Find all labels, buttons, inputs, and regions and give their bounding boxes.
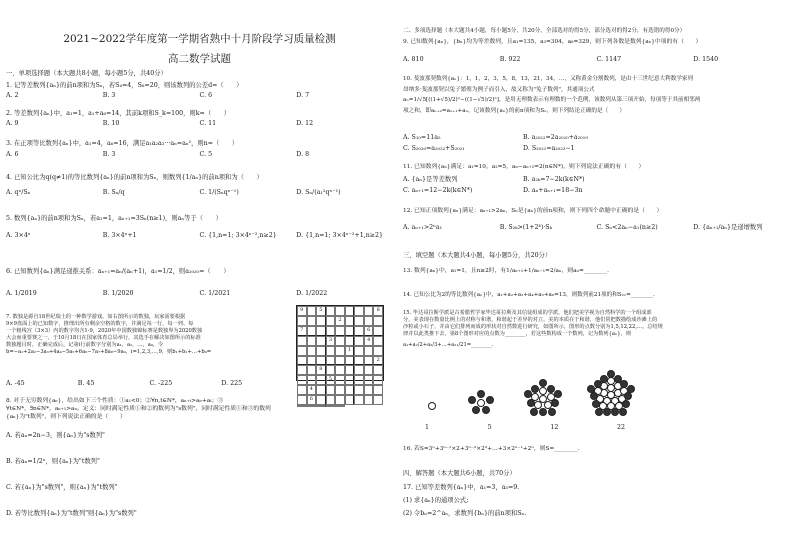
figure-dot bbox=[539, 395, 547, 403]
sudoku-cell bbox=[326, 385, 336, 395]
sudoku-cell bbox=[326, 346, 336, 356]
figure-dot bbox=[527, 399, 535, 407]
option-c: C. 1147 bbox=[596, 56, 622, 63]
sudoku-cell: 8 bbox=[316, 365, 326, 375]
option-a: A. 3×4ⁿ bbox=[6, 232, 31, 239]
q15-line: a₁+a₂/2+a₃/3+…+a₂₁/21=________. bbox=[403, 342, 494, 349]
question-1-options bbox=[6, 92, 393, 101]
sudoku-cell bbox=[326, 306, 336, 316]
figure-dot bbox=[590, 392, 598, 400]
sudoku-cell bbox=[307, 326, 317, 336]
question-14: 14. 已知公比为2的等比数列{aₙ}中，a₁+a₂+a₃+a₄+a₅+a₆=13，则数列前21项的和S₂₁=________. bbox=[403, 292, 655, 298]
sudoku-cell bbox=[345, 375, 355, 385]
sudoku-cell bbox=[354, 356, 364, 366]
option-b: B. 10 bbox=[102, 120, 120, 127]
option-a: A. qⁿ/Sₙ bbox=[6, 189, 31, 196]
sudoku-cell bbox=[364, 306, 374, 316]
option-d: D. 225 bbox=[221, 380, 243, 387]
question-13: 13. 数列{aₙ}中，a₁=1，且n≥2时，有1/aₙ₊₁+1/aₙ₋₁=2/aₙ，则aₙ=________. bbox=[403, 268, 609, 274]
sudoku-cell bbox=[373, 346, 383, 356]
sudoku-cell bbox=[373, 316, 383, 326]
figure-dot bbox=[627, 385, 635, 393]
sudoku-cell bbox=[364, 365, 374, 375]
question-16: 16. 若S=3ⁿ+3ⁿ⁻¹×2+3ⁿ⁻²×2²+…+3×2ⁿ⁻¹+2ⁿ，则S=________. bbox=[403, 446, 580, 452]
figure-dot bbox=[539, 387, 547, 395]
figure-dot bbox=[472, 406, 480, 414]
sudoku-cell bbox=[354, 365, 364, 375]
option-c: C. {1,n=1; 3×4ⁿ⁻²,n≥2} bbox=[199, 232, 277, 239]
question-3-options bbox=[6, 151, 393, 160]
option-a: A. 1/2019 bbox=[6, 290, 37, 297]
sudoku-grid bbox=[296, 305, 384, 403]
sudoku-cell bbox=[297, 356, 307, 366]
q8-line: 8. 对于无穷数列{aₙ}，给出如下三个性质：①a₁<0；②∀n,t∈N*，aₙ₊ₜ>aₙ+aₜ；③ bbox=[6, 398, 224, 404]
sudoku-cell bbox=[335, 306, 345, 316]
option-b: B. Sₙ/q bbox=[102, 189, 125, 196]
q11-options-row2 bbox=[403, 187, 643, 196]
sudoku-cell bbox=[335, 336, 345, 346]
option-d: D. 1/2022 bbox=[296, 290, 328, 297]
q15-line: 分，美表现在数量比例上的对称与和谐，和谐起于差异的对立，美的本质在于和谐，他们常把数描绘成沙滩上的 bbox=[403, 317, 658, 324]
option-c: C. S₂₀₂₀=a₂₀₂₂+S₂₀₂₁ bbox=[403, 145, 465, 152]
sudoku-cell: 3 bbox=[326, 336, 336, 346]
sudoku-cell bbox=[373, 385, 383, 395]
sudoku-cell: 8 bbox=[373, 306, 383, 316]
sudoku-cell: 1 bbox=[345, 346, 355, 356]
q7-line: 7. 数独是源自18世纪瑞士的一种数学游戏。如右图所示的数独，玩家需要根据 bbox=[6, 314, 186, 320]
q7-line: 一个粗线宫（3×3）内的数字均含1-9，2020年中国数独锦标赛是数独界为2020数独 bbox=[6, 328, 203, 335]
q8-option-d: D. 若等比数列{aₙ}为"t数列"则{aₙ}为"s数列" bbox=[6, 510, 137, 517]
sudoku-cell bbox=[354, 306, 364, 316]
question-6: 6. 已知数列{aₙ}满足递推关系：aₙ₊₁=aₙ/(aₙ+1)，a₁=1/2，则a₂₀₂₀=（ ） bbox=[6, 268, 230, 275]
question-7-options bbox=[6, 380, 293, 389]
question-12: 12. 已知正项数列{aₙ}满足：aₙ₊₁>2aₙ，Sₙ是{aₙ}的前n项和，则下列四个命题中正确的是（ ） bbox=[403, 208, 663, 214]
sudoku-cell bbox=[326, 326, 336, 336]
figure-label: 22 bbox=[616, 424, 625, 431]
sudoku-cell bbox=[307, 365, 317, 375]
pentagonal-figure-labels bbox=[425, 424, 625, 433]
figure-dot bbox=[607, 391, 615, 399]
q10-options-row1 bbox=[403, 134, 643, 143]
sudoku-cell bbox=[364, 375, 374, 385]
option-d: D. S₂₀₂₁=a₂₀₂₃−1 bbox=[523, 145, 575, 152]
question-17-part-2: (2) 令bₙ=2^aₙ，求数列{bₙ}的前n项和Sₙ. bbox=[403, 510, 527, 517]
option-d: D. 12 bbox=[296, 120, 314, 127]
question-1: 1. 记等差数列{aₙ}的前n项和为Sₙ，若S₄=4，S₆=20，则该数列的公差d=（ ） bbox=[6, 82, 243, 89]
option-b: B. 45 bbox=[77, 380, 95, 387]
question-9-options bbox=[403, 56, 790, 65]
sudoku-cell bbox=[373, 375, 383, 385]
sudoku-cell bbox=[297, 336, 307, 346]
sudoku-cell bbox=[307, 306, 317, 316]
question-2: 2. 等差数列{aₙ}中，a₁=1，a₁+a₆=14，其前k项和S_k=100，则k=（ ） bbox=[6, 110, 231, 117]
option-c: C. 1/(Sₙqⁿ⁻¹) bbox=[199, 189, 239, 196]
question-8 bbox=[6, 398, 393, 421]
figure-dot bbox=[477, 399, 485, 407]
question-17-part-1: (1) 求{aₙ}的通项公式; bbox=[403, 497, 469, 504]
figure-label: 12 bbox=[550, 424, 559, 431]
sudoku-cell bbox=[354, 326, 364, 336]
sudoku-cell bbox=[354, 316, 364, 326]
question-15 bbox=[403, 310, 790, 349]
sudoku-cell: 5 bbox=[316, 306, 326, 316]
figure-dot bbox=[539, 379, 547, 387]
option-d: D. {1,n=1; 3×4ⁿ⁻²+1,n≥2} bbox=[296, 232, 384, 239]
pentagonal-numbers-figure bbox=[420, 358, 620, 418]
sudoku-cell bbox=[335, 385, 345, 395]
option-c: C. 6 bbox=[199, 92, 213, 99]
sudoku-cell bbox=[373, 365, 383, 375]
sudoku-cell bbox=[345, 336, 355, 346]
question-4-options bbox=[6, 189, 393, 198]
sudoku-cell bbox=[297, 316, 307, 326]
q7-line: 数独题目时，正确完成后，记第i行前数字分别为a₁，a₂，…，a₉，令 bbox=[6, 342, 164, 349]
question-10 bbox=[403, 74, 790, 117]
sudoku-cell: 4 bbox=[364, 336, 374, 346]
sudoku-cell bbox=[316, 336, 326, 346]
option-d: D. {aₙ₊₁/aₙ}是递增数列 bbox=[693, 224, 763, 231]
figure-dot bbox=[611, 408, 619, 416]
sudoku-cell: 5 bbox=[326, 375, 336, 385]
q15-line: 律并以此类推下去，第8个图形对应的点数为________，若这些数构成一个数列，记为数列{aₙ}，则 bbox=[403, 331, 631, 338]
sudoku-cell bbox=[345, 365, 355, 375]
sudoku-cell bbox=[307, 356, 317, 366]
sudoku-cell bbox=[307, 316, 317, 326]
sudoku-cell bbox=[364, 346, 374, 356]
sudoku-cell bbox=[316, 346, 326, 356]
sudoku-cell bbox=[297, 346, 307, 356]
sudoku-cell bbox=[316, 356, 326, 366]
sudoku-cell bbox=[316, 326, 326, 336]
option-d: D. 1540 bbox=[693, 56, 719, 63]
sudoku-cell bbox=[345, 306, 355, 316]
figure-dot bbox=[551, 399, 559, 407]
sudoku-cell bbox=[326, 365, 336, 375]
sudoku-cell bbox=[307, 346, 317, 356]
option-b: B. 922 bbox=[499, 56, 521, 63]
figure-dot bbox=[524, 390, 532, 398]
sudoku-cell bbox=[307, 375, 317, 385]
sudoku-cell bbox=[335, 326, 345, 336]
q8-option-c: C. 若{aₙ}为"s数列"，则{aₙ}为"t数列" bbox=[6, 484, 118, 491]
option-b: B. a₂₀₂₂=2a₂₀₂₀+a₂₀₁₉ bbox=[523, 134, 588, 141]
exam-title: 2021~2022学年度第一学期省熟中十月阶段学习质量检测 bbox=[63, 33, 336, 45]
option-b: B. 3 bbox=[102, 92, 116, 99]
q15-line: 15. 毕达哥拉斯学派是古希腊哲学家毕达哥拉斯及其信徒组成的学派，他们把美学视为自然科学的一个组成部 bbox=[403, 310, 652, 316]
option-d: D. 7 bbox=[296, 92, 310, 99]
q7-line: 9×9盘面上的已知数字，推理出所有剩余空格的数字，并满足每一行、每一列、每 bbox=[6, 321, 194, 328]
option-a: A. S₁₀=11a₅ bbox=[403, 134, 441, 141]
sudoku-cell bbox=[345, 356, 355, 366]
q10-line: aₙ=1/√5[((1+√5)/2)ⁿ−((1−√5)/2)ⁿ]，是用无理数表示有理数的一个范例，该数列从第三项开始，每项等于其前相邻两 bbox=[403, 97, 701, 104]
sudoku-cell: 6 bbox=[364, 326, 374, 336]
sudoku-cell: 2 bbox=[335, 316, 345, 326]
figure-dot bbox=[622, 400, 630, 408]
figure-label: 5 bbox=[487, 424, 492, 431]
question-7 bbox=[6, 314, 293, 356]
section-1-heading: 一、单项选择题（本大题共8小题，每小题5分，共40分） bbox=[6, 70, 167, 77]
figure-dot bbox=[548, 408, 556, 416]
q10-line: 10. 斐波那契数列{aₙ}：1，1，2，3，5，8，13，21，34，…，又称黄金分割数列，是由十三世纪意大利数学家列 bbox=[403, 76, 694, 82]
q8-option-a: A. 若aₙ=2n−3，则{aₙ}为"s数列" bbox=[6, 432, 105, 439]
figure-dot bbox=[595, 408, 603, 416]
section-4-heading: 四、解答题（本大题共6小题，共70分） bbox=[403, 470, 516, 477]
sudoku-cell bbox=[316, 375, 326, 385]
option-a: A. 2 bbox=[6, 92, 19, 99]
section-3-heading: 三、填空题（本大题共4小题，每小题5分，共20分） bbox=[403, 252, 552, 259]
option-c: C. 5 bbox=[199, 151, 213, 158]
q8-option-b: B. 若aₙ=1/2ⁿ，则{aₙ}为"t数列" bbox=[6, 458, 100, 465]
option-d: D. aₙ+aₙ₊₁=18−3n bbox=[523, 187, 583, 194]
option-a: A. 9 bbox=[6, 120, 19, 127]
sudoku-cell bbox=[335, 375, 345, 385]
q7-line: 大会而重要赛之一，于10月18日在国家体育总局举行，其选手在解决如图所示的标准 bbox=[6, 335, 201, 342]
sudoku-cell bbox=[364, 316, 374, 326]
figure-dot bbox=[530, 408, 538, 416]
sudoku-cell bbox=[316, 385, 326, 395]
option-d: D. 8 bbox=[296, 151, 310, 158]
q10-line: 项之和，即aₙ₊₂=aₙ₊₁+aₙ，记该数列{aₙ}的前n项和为Sₙ，则下列结论正确的是（ ） bbox=[403, 107, 625, 114]
sudoku-cell bbox=[373, 326, 383, 336]
q11-options-row1 bbox=[403, 176, 643, 185]
option-d: D. Sₙ/(a₁²qⁿ⁻¹) bbox=[296, 189, 341, 196]
option-c: C. Sₙ<2aₙ−a₁(n≥2) bbox=[596, 224, 658, 231]
sudoku-cell bbox=[345, 326, 355, 336]
question-3: 3. 在正项等比数列{aₙ}中，a₁=4，a₆=16，满足a₁a₂a₃···aₙ=aₙ²，则n=（ ） bbox=[6, 140, 239, 147]
sudoku-cell bbox=[297, 385, 307, 395]
sudoku-cell bbox=[354, 375, 364, 385]
sudoku-cell: 4 bbox=[307, 385, 317, 395]
sudoku-cell bbox=[297, 375, 307, 385]
option-c: C. -225 bbox=[149, 380, 173, 387]
option-c: C. 1/2021 bbox=[199, 290, 231, 297]
option-a: A. -45 bbox=[6, 380, 25, 387]
sudoku-cell bbox=[354, 336, 364, 346]
sudoku-cell bbox=[297, 365, 307, 375]
question-11: 11. 已知数列{aₙ}满足：a₁=10，a₂=5，aₙ−aₙ₊₂=2(n∈N*)，则下列说法正确的有（ ） bbox=[403, 164, 645, 170]
sudoku-cell bbox=[335, 365, 345, 375]
q10-options-row2 bbox=[403, 145, 643, 154]
q8-line: {aₙ}为"t数列"，则下列说法正确的是（ ） bbox=[6, 413, 126, 420]
sudoku-cell: 2 bbox=[373, 356, 383, 366]
figure-dot bbox=[477, 390, 485, 398]
sudoku-cell bbox=[316, 316, 326, 326]
sudoku-cell bbox=[354, 346, 364, 356]
q10-line: 昂纳多·斐波那契以兔子繁殖为例子而引入，故又称为"兔子数列"，其通项公式 bbox=[403, 86, 595, 93]
question-6-options bbox=[6, 290, 393, 299]
option-c: C. 11 bbox=[199, 120, 217, 127]
sudoku-cell bbox=[364, 385, 374, 395]
option-b: B. S₂ₖ>(1+2ᵏ)·Sₖ bbox=[499, 224, 552, 231]
question-12-options bbox=[403, 224, 790, 233]
exam-subtitle: 高二数学试题 bbox=[168, 53, 231, 65]
question-4: 4. 已知公比为q(q≠1)的等比数列{aₙ}的前n项和为Sₙ，则数列{1/aₙ}的前n项和为（ ） bbox=[6, 174, 263, 181]
sudoku-cell bbox=[345, 385, 355, 395]
question-2-options bbox=[6, 120, 393, 129]
option-a: A. {aₙ}是等差数列 bbox=[403, 176, 458, 183]
sudoku-cell bbox=[373, 336, 383, 346]
q8-line: ∀t∈N*，∃n∈N*，aₙ₊₁>aₙ。定义：同时满足性质①和②的数列为"s数列"，同时满足性质①和③的数列 bbox=[6, 405, 271, 412]
sudoku-cell bbox=[335, 356, 345, 366]
sudoku-cell bbox=[326, 316, 336, 326]
question-17: 17. 已知等差数列{aₙ}中，a₁=3，a₅=9. bbox=[403, 484, 520, 491]
figure-label: 1 bbox=[425, 424, 430, 431]
option-c: C. aₙ₊₁=12−2k(k∈N*) bbox=[403, 187, 473, 194]
option-b: B. a₂ₖ=7−2k(k∈N*) bbox=[523, 176, 585, 183]
q7-line: b=−a₁+2a₂−3a₃+4a₄−5a₅+6a₆−7a₇+8a₈−9a₉，i=1,2,3,…,9，则b₁+b₂+…+b₉= bbox=[6, 349, 212, 356]
q15-line: 沙粒或小石子，并由它们排列而成的形状对自然数进行研究，如图所示，图形的点数分别为1,5,12,22,…，总结规 bbox=[403, 324, 663, 331]
figure-dot bbox=[539, 408, 547, 416]
sudoku-cell bbox=[335, 346, 345, 356]
figure-dot bbox=[468, 396, 476, 404]
sudoku-cell bbox=[326, 356, 336, 366]
figure-dot bbox=[482, 406, 490, 414]
figure-dot bbox=[486, 396, 494, 404]
sudoku-cell bbox=[345, 316, 355, 326]
figure-dot bbox=[603, 408, 611, 416]
option-a: A. 6 bbox=[6, 151, 19, 158]
section-2-heading: 二、多项选择题（本大题共4小题，每小题5分，共20分，全部选对的得5分，部分选对的得2分，有选错的得0分） bbox=[403, 28, 686, 34]
sudoku-cell bbox=[364, 356, 374, 366]
question-5-options bbox=[6, 232, 393, 241]
option-b: B. 3 bbox=[102, 151, 116, 158]
question-5: 5. 数列{aₙ}的前n项和为Sₙ，若a₁=1，aₙ₊₁=3Sₙ(n≥1)，则aₙ等于（ ） bbox=[6, 215, 222, 222]
option-b: B. 1/2020 bbox=[102, 290, 134, 297]
sudoku-cell bbox=[354, 385, 364, 395]
sudoku-cell: 6 bbox=[307, 395, 317, 405]
sudoku-cell: 9 bbox=[297, 306, 307, 316]
right-column bbox=[397, 0, 794, 550]
figure-dot bbox=[554, 390, 562, 398]
sudoku-cell bbox=[307, 336, 317, 346]
figure-dot bbox=[531, 385, 539, 393]
sudoku-cell: 7 bbox=[297, 326, 307, 336]
figure-dot bbox=[428, 402, 436, 410]
option-a: A. aₙ₊₁>2ⁿa₁ bbox=[403, 224, 443, 231]
option-b: B. 3×4ⁿ+1 bbox=[102, 232, 137, 239]
question-9: 9. 已知数列{aₙ}，{bₙ}均为等差数列，且a₁=135，a₃=304，a₆=329，则下列各数是数列{aₙ}中项的有（ ） bbox=[403, 39, 702, 45]
option-a: A. 810 bbox=[403, 56, 424, 63]
